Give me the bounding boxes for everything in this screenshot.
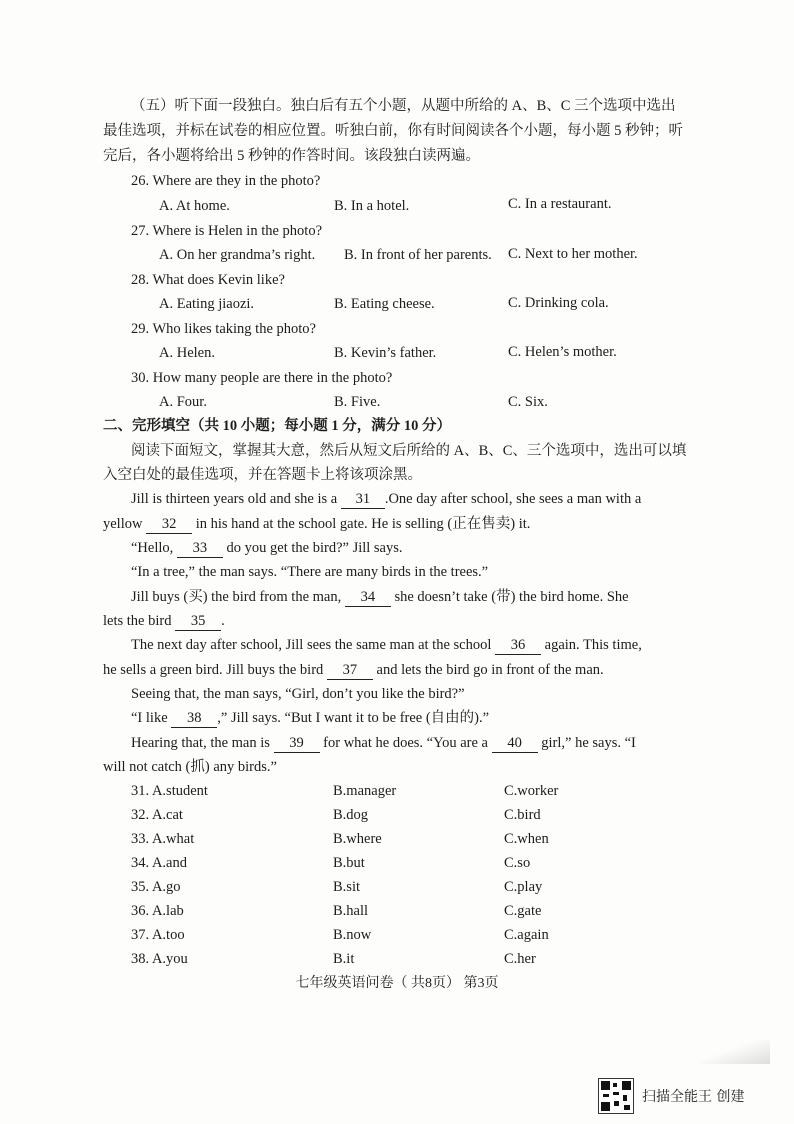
option-b: B.hall	[333, 903, 369, 919]
option-b: B. Kevin’s father.	[334, 345, 437, 361]
passage-line	[131, 489, 641, 509]
passage-text: The next day after school, Jill sees the same man at the school	[131, 637, 492, 653]
option-c: C. In a restaurant.	[508, 196, 612, 212]
passage-text: lets the bird	[103, 613, 172, 629]
scanner-watermark	[598, 1078, 744, 1114]
passage-text: .	[221, 613, 225, 629]
cloze-heading: 二、完形填空（共 10 小题；每小题 1 分，满分 10 分）	[103, 418, 451, 434]
passage-line	[131, 538, 403, 558]
option-c: C.so	[504, 855, 531, 871]
blank-34: 34	[345, 588, 391, 607]
passage-line	[103, 611, 225, 631]
blank-31: 31	[341, 490, 385, 509]
option-a: A. Four.	[159, 394, 207, 410]
blank-32: 32	[146, 515, 192, 534]
option-b: B.it	[333, 951, 355, 967]
question-stem: 29. Who likes taking the photo?	[131, 321, 316, 337]
passage-text: and lets the bird go in front of the man.	[376, 662, 604, 678]
cloze-instruction-line2: 入空白处的最佳选项，并在答题卡上将该项涂黑。	[103, 467, 422, 483]
blank-35: 35	[175, 612, 221, 631]
option-a: 35. A.go	[131, 879, 181, 895]
option-c: C.bird	[504, 807, 541, 823]
option-a: 36. A.lab	[131, 903, 184, 919]
option-b: B.dog	[333, 807, 369, 823]
qr-code-icon	[598, 1078, 634, 1114]
question-stem: 27. Where is Helen in the photo?	[131, 223, 322, 239]
passage-text: Jill buys (买) the bird from the man,	[131, 589, 342, 605]
passage-text: do you get the bird?” Jill says.	[226, 540, 403, 556]
option-c: C.play	[504, 879, 543, 895]
option-b: B. Five.	[334, 394, 381, 410]
option-c: C.worker	[504, 783, 559, 799]
passage-text: Jill is thirteen years old and she is a	[131, 491, 338, 507]
option-b: B. Eating cheese.	[334, 296, 435, 312]
option-b: B.manager	[333, 783, 397, 799]
option-a: 31. A.student	[131, 783, 208, 799]
option-c: C. Six.	[508, 394, 548, 410]
question-stem: 28. What does Kevin like?	[131, 272, 285, 288]
option-c: C.when	[504, 831, 549, 847]
section5-intro-line2: 最佳选项，并标在试卷的相应位置。听独白前，你有时间阅读各个小题，每小题 5 秒钟；听	[103, 123, 683, 139]
blank-36: 36	[495, 636, 541, 655]
option-c: C. Drinking cola.	[508, 295, 609, 311]
question-stem: 26. Where are they in the photo?	[131, 173, 321, 189]
passage-text: in his hand at the school gate. He is selling (正在售卖) it.	[195, 516, 531, 532]
passage-line	[103, 660, 604, 680]
passage-line: will not catch (抓) any birds.”	[103, 759, 277, 775]
option-c: C.gate	[504, 903, 542, 919]
option-a: A. Helen.	[159, 345, 215, 361]
passage-text: Hearing that, the man is	[131, 735, 270, 751]
option-b: B.where	[333, 831, 382, 847]
option-a: A. Eating jiaozi.	[159, 296, 255, 312]
option-c: C.again	[504, 927, 549, 943]
passage-line	[131, 708, 489, 728]
section5-intro-line3: 完后，各小题将给出 5 秒钟的作答时间。该段独白读两遍。	[103, 148, 480, 164]
blank-38: 38	[171, 709, 217, 728]
option-a: 37. A.too	[131, 927, 185, 943]
option-b: B.but	[333, 855, 365, 871]
option-b: B.sit	[333, 879, 360, 895]
question-stem: 30. How many people are there in the photo?	[131, 370, 393, 386]
option-a: A. At home.	[159, 198, 230, 214]
passage-text: she doesn’t take (带) the bird home. She	[394, 589, 629, 605]
passage-line: Seeing that, the man says, “Girl, don’t you like the bird?”	[131, 686, 465, 702]
option-c: C. Helen’s mother.	[508, 344, 617, 360]
passage-text: he sells a green bird. Jill buys the bird	[103, 662, 324, 678]
passage-text: again. This time,	[544, 637, 642, 653]
option-a: 38. A.you	[131, 951, 188, 967]
section5-intro-line1: （五）听下面一段独白。独白后有五个小题，从题中所给的 A、B、C 三个选项中选出	[131, 98, 676, 114]
option-a: 34. A.and	[131, 855, 187, 871]
blank-37: 37	[327, 661, 373, 680]
passage-line: “In a tree,” the man says. “There are many birds in the trees.”	[131, 564, 489, 580]
passage-line	[131, 733, 636, 753]
option-a: A. On her grandma’s right.	[159, 247, 316, 263]
passage-text: “Hello,	[131, 540, 174, 556]
passage-text: for what he does. “You are a	[323, 735, 488, 751]
passage-text: yellow	[103, 516, 143, 532]
cloze-instruction-line1: 阅读下面短文，掌握其大意，然后从短文后所给的 A、B、C、三个选项中，选出可以填	[131, 443, 687, 459]
passage-line	[131, 635, 642, 655]
option-b: B. In front of her parents.	[344, 247, 492, 263]
paper-shadow	[700, 1040, 770, 1064]
blank-40: 40	[492, 734, 538, 753]
passage-text: .One day after school, she sees a man with a	[384, 491, 642, 507]
watermark-text: 扫描全能王 创建	[642, 1089, 745, 1105]
option-b: B.now	[333, 927, 372, 943]
option-c: C. Next to her mother.	[508, 246, 638, 262]
passage-text: girl,” he says. “I	[541, 735, 636, 751]
blank-33: 33	[177, 539, 223, 558]
blank-39: 39	[274, 734, 320, 753]
option-c: C.her	[504, 951, 536, 967]
passage-text: “I like	[131, 710, 168, 726]
option-a: 32. A.cat	[131, 807, 183, 823]
passage-text: ,” Jill says. “But I want it to be free (自由的).”	[217, 710, 490, 726]
passage-line	[131, 587, 629, 607]
page-footer: 七年级英语问卷（ 共8页） 第3页	[295, 976, 499, 991]
option-a: 33. A.what	[131, 831, 195, 847]
option-b: B. In a hotel.	[334, 198, 410, 214]
passage-line	[103, 514, 530, 534]
